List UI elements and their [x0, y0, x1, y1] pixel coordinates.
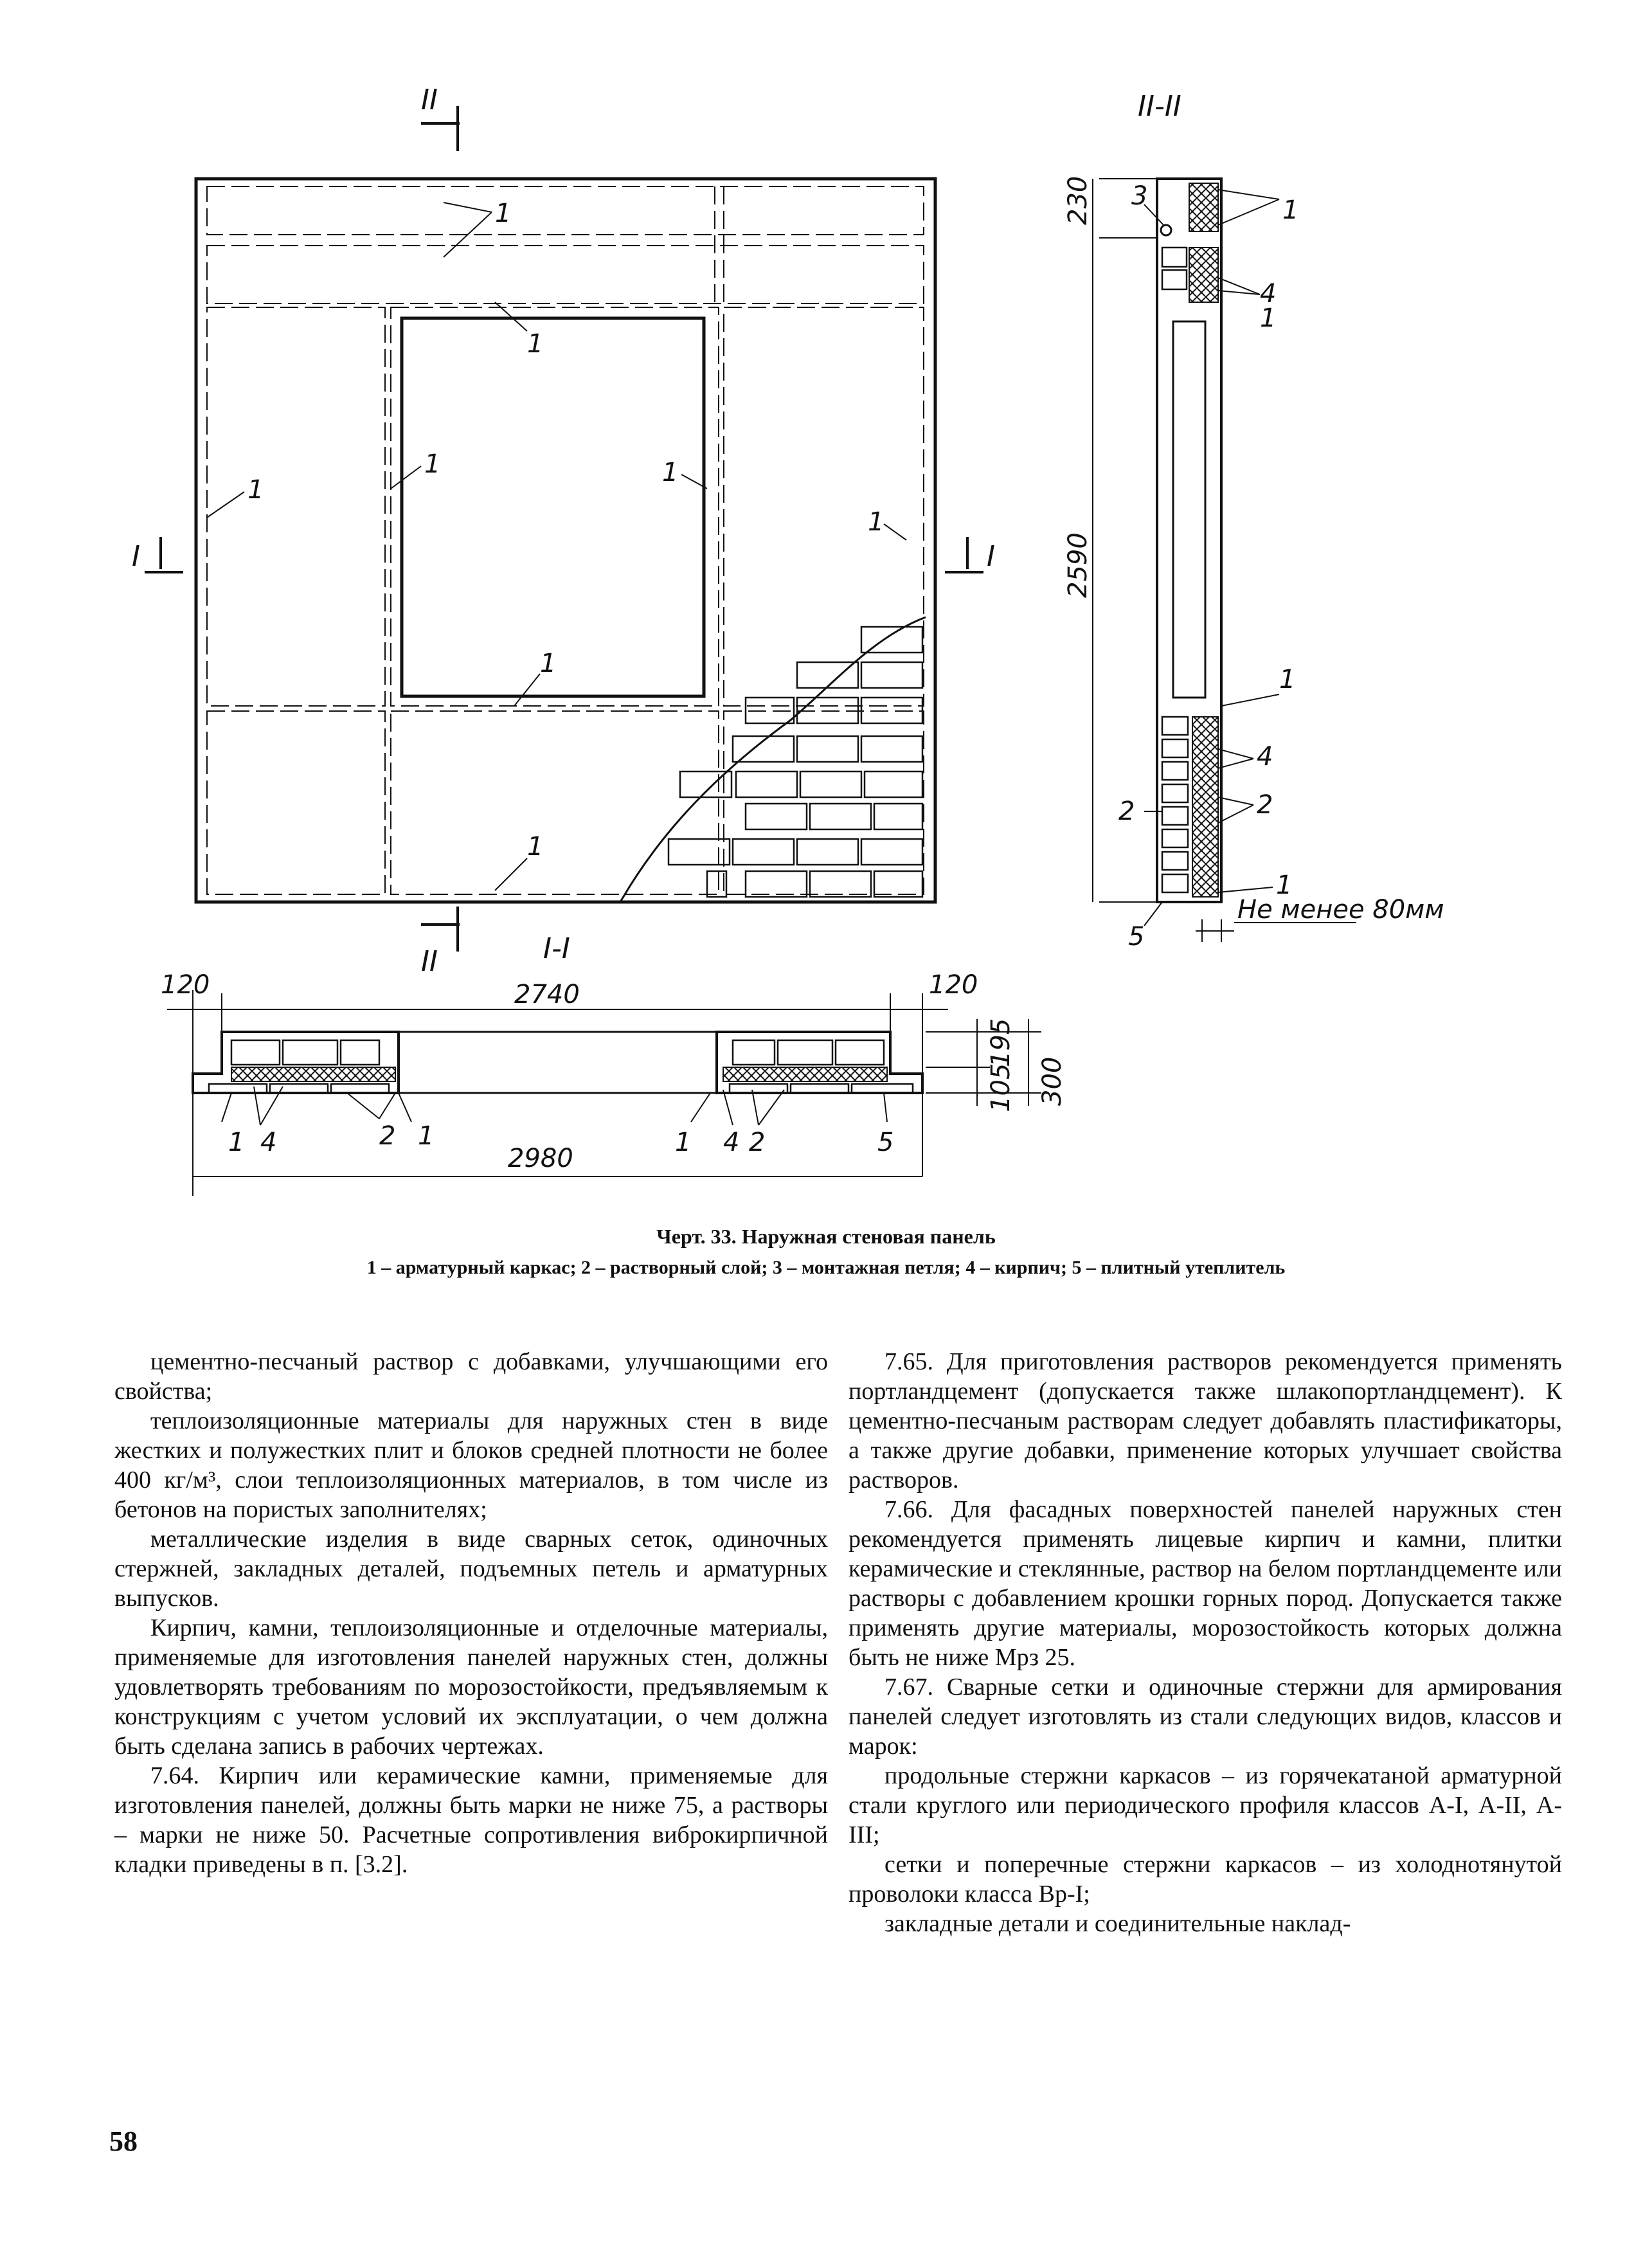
paragraph: цементно-песчаный раствор с добавками, улучшающими его свойства;	[114, 1348, 828, 1405]
svg-text:1: 1	[1282, 195, 1299, 225]
svg-text:4: 4	[1260, 279, 1277, 309]
svg-text:120: 120	[161, 970, 210, 1000]
svg-text:1: 1	[540, 649, 557, 678]
svg-text:5: 5	[877, 1128, 894, 1157]
svg-text:I: I	[987, 540, 995, 573]
svg-text:1: 1	[527, 832, 544, 862]
section-ii-ii	[1093, 179, 1356, 942]
svg-text:1: 1	[495, 199, 512, 228]
svg-text:2: 2	[749, 1128, 766, 1157]
svg-text:II: II	[421, 945, 438, 978]
svg-text:1: 1	[424, 449, 441, 479]
svg-text:230: 230	[1063, 176, 1093, 225]
svg-text:5: 5	[1128, 922, 1145, 952]
paragraph: 7.65. Для приготовления растворов рекомендуется применять портландцемент (допускается также шлакопортландцемент). К цементно-песчаным растворам следует добавлять пластификаторы, а также другие добавки, применение которых улучшает свойства растворов.	[848, 1348, 1562, 1493]
svg-text:1: 1	[1260, 303, 1277, 333]
paragraph: 7.67. Сварные сетки и одиночные стержни для армирования панелей следует изготовлять из стали следующих видов, классов и марок:	[848, 1674, 1562, 1760]
svg-text:195: 195	[986, 1018, 1016, 1067]
svg-text:2740: 2740	[514, 980, 580, 1009]
paragraph: закладные детали и соединительные наклад-	[884, 1910, 1351, 1937]
section-i-labels	[161, 932, 1067, 1173]
left-column	[114, 1347, 828, 1879]
svg-text:I: I	[132, 540, 140, 573]
paragraph: 7.64. Кирпич или керамические камни, применяемые для изготовления панелей, должны быть марки не ниже 75, а растворы – марки не ниже 50. Расчетные сопротивления виброкирпичной кладки приведены в п. [3.2].	[114, 1762, 828, 1878]
svg-text:120: 120	[929, 970, 978, 1000]
svg-text:300: 300	[1037, 1056, 1067, 1106]
facade-view	[145, 106, 983, 952]
page-number: 58	[109, 2125, 138, 2157]
svg-text:1: 1	[247, 475, 264, 505]
svg-text:4: 4	[723, 1128, 740, 1157]
svg-text:1: 1	[527, 329, 544, 359]
figure-caption-title: Черт. 33. Наружная стеновая панель	[656, 1225, 996, 1248]
paragraph: теплоизоляционные материалы для наружных стен в виде жестких и полужестких плит и блоков средней плотности не более 400 кг/м³, слои теплоизоляционных материалов, в том числе из бетонов на пористых заполнителях;	[114, 1407, 828, 1523]
section-i-i	[167, 990, 1041, 1196]
svg-text:I-I: I-I	[543, 932, 570, 965]
svg-text:1: 1	[868, 507, 884, 537]
paragraph: 7.66. Для фасадных поверхностей панелей наружных стен рекомендуется применять лицевые кирпич и камни, плитки керамические и стеклянные, раствор на белом портландцементе или растворы с добавлением крошки горных пород. Допускается также применять другие материалы, морозостойкость которых должна быть не ниже Мрз 25.	[848, 1496, 1562, 1671]
svg-text:2590: 2590	[1063, 532, 1093, 598]
paragraph: продольные стержни каркасов – из горячекатаной арматурной стали круглого или периодического профиля классов А-I, А-II, А-III;	[848, 1762, 1562, 1848]
svg-text:1: 1	[675, 1128, 692, 1157]
svg-text:II-II: II-II	[1138, 90, 1181, 123]
svg-text:1: 1	[662, 458, 679, 487]
paragraph: Кирпич, камни, теплоизоляционные и отделочные материалы, применяемые для изготовления панелей наружных стен, должны удовлетворять требованиям по морозостойкости, предъявляемым к конструкциям с учетом условий их эксплуатации, о чем должна быть сделана запись в рабочих чертежах.	[114, 1614, 828, 1760]
svg-text:1: 1	[1276, 871, 1293, 900]
svg-text:1: 1	[1279, 665, 1296, 694]
svg-text:1: 1	[418, 1121, 435, 1151]
right-column	[848, 1347, 1562, 1938]
svg-text:Не менее 80мм: Не менее 80мм	[1237, 895, 1444, 925]
figure-caption-legend: 1 – арматурный каркас; 2 – растворный слой; 3 – монтажная петля; 4 – кирпич; 5 – плитный утеплитель	[366, 1257, 1286, 1278]
svg-text:II: II	[421, 84, 438, 116]
svg-text:2: 2	[1118, 797, 1135, 826]
svg-text:2980: 2980	[508, 1144, 573, 1173]
facade-labels	[132, 84, 995, 978]
section-ii-labels	[1063, 90, 1444, 952]
svg-text:2: 2	[1257, 790, 1273, 820]
svg-text:4: 4	[260, 1128, 277, 1157]
svg-text:1: 1	[228, 1128, 245, 1157]
svg-text:105: 105	[986, 1063, 1016, 1112]
svg-text:4: 4	[1257, 742, 1273, 772]
paragraph: металлические изделия в виде сварных сеток, одиночных стержней, закладных деталей, подъемных петель и арматурных выпусков.	[114, 1526, 828, 1612]
svg-text:3: 3	[1131, 181, 1148, 211]
svg-text:2: 2	[379, 1121, 396, 1151]
paragraph: сетки и поперечные стержни каркасов – из холоднотянутой проволоки класса Вр-I;	[848, 1851, 1562, 1908]
